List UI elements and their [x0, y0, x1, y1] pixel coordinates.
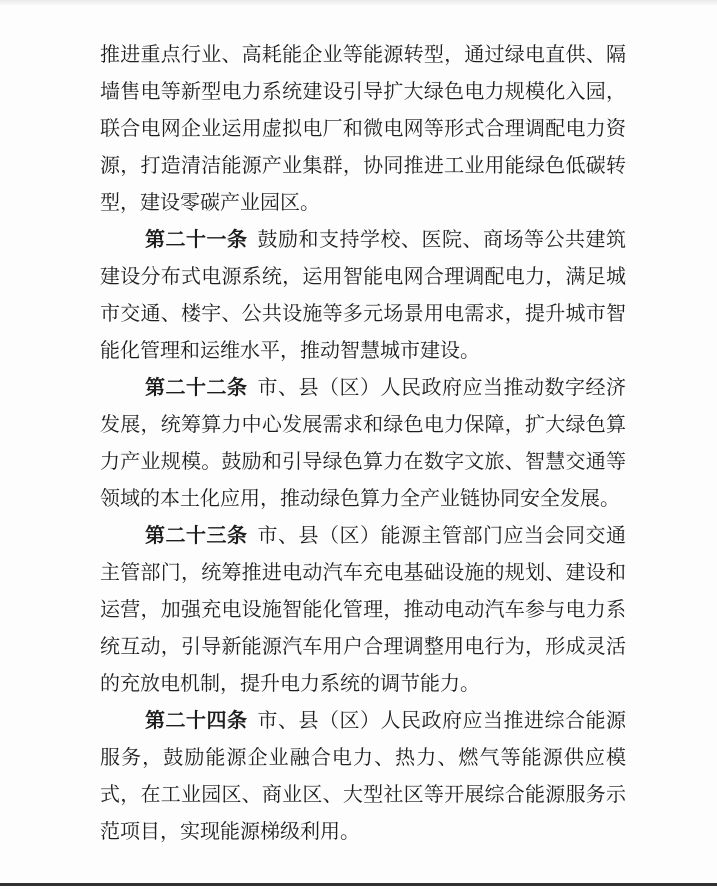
paragraph-article-21 [100, 222, 626, 370]
article-number-heading: 第二十二条 [145, 377, 248, 399]
paragraph-continuation [100, 37, 626, 222]
document-text-block [100, 37, 626, 851]
page-bottom-divider [0, 883, 717, 886]
paragraph-text: 市、县（区）能源主管部门应当会同交通主管部门，统筹推进电动汽车充电基础设施的规划、建设和运营，加强充电设施智能化管理，推动电动汽车参与电力系统互动，引导新能源汽车用户合理调整用电行为，形成灵活的充放电机制，提升电力系统的调节能力。 [100, 525, 626, 695]
paragraph-article-24 [100, 703, 626, 851]
paragraph-article-22 [100, 370, 626, 518]
article-number-heading: 第二十一条 [145, 229, 248, 251]
article-number-heading: 第二十三条 [145, 525, 248, 547]
paragraph-article-23 [100, 518, 626, 703]
paragraph-text: 鼓励和支持学校、医院、商场等公共建筑建设分布式电源系统，运用智能电网合理调配电力，满足城市交通、楼宇、公共设施等多元场景用电需求，提升城市智能化管理和运维水平，推动智慧城市建设。 [100, 229, 626, 362]
article-number-heading: 第二十四条 [145, 710, 248, 732]
paragraph-text: 推进重点行业、高耗能企业等能源转型，通过绿电直供、隔墙售电等新型电力系统建设引导扩大绿色电力规模化入园，联合电网企业运用虚拟电厂和微电网等形式合理调配电力资源，打造清洁能源产业集群，协同推进工业用能绿色低碳转型，建设零碳产业园区。 [100, 44, 626, 214]
paragraph-text: 市、县（区）人民政府应当推进综合能源服务，鼓励能源企业融合电力、热力、燃气等能源供应模式，在工业园区、商业区、大型社区等开展综合能源服务示范项目，实现能源梯级利用。 [100, 710, 626, 843]
top-edge-shadow [0, 0, 717, 6]
paragraph-text: 市、县（区）人民政府应当推动数字经济发展，统筹算力中心发展需求和绿色电力保障，扩大绿色算力产业规模。鼓励和引导绿色算力在数字文旅、智慧交通等领域的本土化应用，推动绿色算力全产业链协同安全发展。 [100, 377, 626, 510]
